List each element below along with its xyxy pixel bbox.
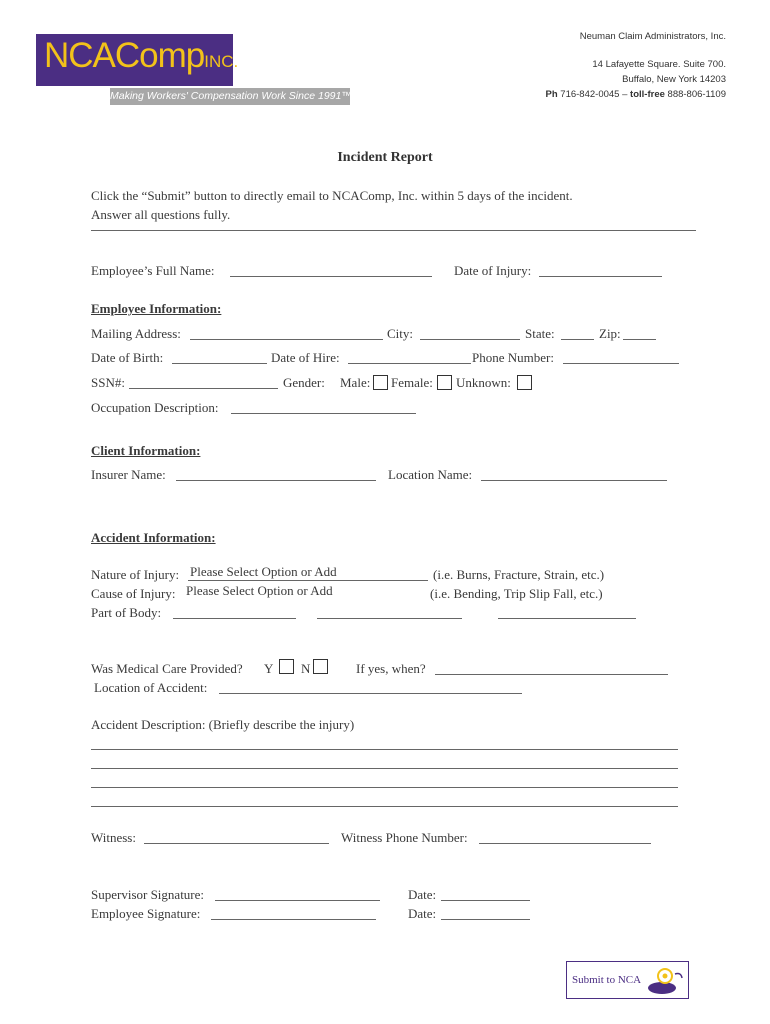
employee-date-field[interactable] <box>441 919 530 920</box>
phone-label: Ph <box>545 89 558 100</box>
icon-at-dot <box>663 974 668 979</box>
accident-description-line-3[interactable] <box>91 787 678 788</box>
medical-care-label: Was Medical Care Provided? <box>91 661 243 676</box>
unknown-label: Unknown: <box>456 375 511 390</box>
zip-field[interactable] <box>623 339 656 340</box>
mailing-address-field[interactable] <box>190 339 383 340</box>
submit-button-label: Submit to NCA <box>572 974 642 986</box>
date-of-injury-field[interactable] <box>539 276 662 277</box>
supervisor-signature-label: Supervisor Signature: <box>91 887 205 902</box>
ssn-label: SSN#: <box>91 375 125 390</box>
phone-line <box>546 89 726 100</box>
female-checkbox[interactable] <box>437 375 452 390</box>
supervisor-date-field[interactable] <box>441 900 530 901</box>
employee-full-name-label: Employee’s Full Name: <box>91 263 215 278</box>
medical-care-no-checkbox[interactable] <box>313 659 328 674</box>
cause-of-injury-hint: (i.e. Bending, Trip Slip Fall, etc.) <box>430 586 603 601</box>
medical-care-yes-label: Y <box>264 661 274 676</box>
nature-of-injury-select[interactable]: Please Select Option or Add <box>190 564 337 579</box>
date-of-hire-label: Date of Hire: <box>271 350 340 365</box>
divider <box>91 230 696 231</box>
ssn-field[interactable] <box>129 388 278 389</box>
part-of-body-label: Part of Body: <box>91 605 162 620</box>
state-field[interactable] <box>561 339 594 340</box>
accident-description-line-4[interactable] <box>91 806 678 807</box>
nature-of-injury-underline <box>188 580 428 581</box>
separator: – <box>622 89 628 100</box>
company-logo <box>44 36 238 76</box>
client-info-heading: Client Information: <box>91 443 201 458</box>
zip-label: Zip: <box>599 326 621 341</box>
male-label: Male: <box>340 375 371 390</box>
tagline: Making Workers' Compensation Work Since 1991™ <box>110 90 352 102</box>
state-label: State: <box>525 326 555 341</box>
address-line-1: 14 Lafayette Square. Suite 700. <box>592 59 726 70</box>
insurer-name-field[interactable] <box>176 480 376 481</box>
address-line-2: Buffalo, New York 14203 <box>622 74 726 85</box>
witness-field[interactable] <box>144 843 329 844</box>
cause-of-injury-label: Cause of Injury: <box>91 586 176 601</box>
date-of-injury-label: Date of Injury: <box>454 263 532 278</box>
male-checkbox[interactable] <box>373 375 388 390</box>
witness-phone-label: Witness Phone Number: <box>341 830 468 845</box>
medical-care-no-label: N <box>301 661 311 676</box>
logo-suffix-text: INC. <box>204 52 239 71</box>
nature-of-injury-hint: (i.e. Burns, Fracture, Strain, etc.) <box>433 567 605 582</box>
city-field[interactable] <box>420 339 520 340</box>
supervisor-date-label: Date: <box>408 887 437 902</box>
part-of-body-field-2[interactable] <box>317 618 462 619</box>
cause-of-injury-select[interactable]: Please Select Option or Add <box>186 583 333 598</box>
icon-base <box>648 982 676 994</box>
female-label: Female: <box>391 375 433 390</box>
tollfree-number: 888-806-1109 <box>667 89 726 100</box>
employee-signature-field[interactable] <box>211 919 376 920</box>
phone-number-field[interactable] <box>563 363 679 364</box>
location-name-label: Location Name: <box>388 467 473 482</box>
occupation-field[interactable] <box>231 413 416 414</box>
occupation-label: Occupation Description: <box>91 400 219 415</box>
part-of-body-field-3[interactable] <box>498 618 636 619</box>
witness-label: Witness: <box>91 830 136 845</box>
company-name: Neuman Claim Administrators, Inc. <box>579 31 726 42</box>
employee-info-heading: Employee Information: <box>91 301 222 316</box>
accident-description-line-2[interactable] <box>91 768 678 769</box>
location-name-field[interactable] <box>481 480 667 481</box>
witness-phone-field[interactable] <box>479 843 651 844</box>
insurer-name-label: Insurer Name: <box>91 467 166 482</box>
unknown-checkbox[interactable] <box>517 375 532 390</box>
intro-line-2: Answer all questions fully. <box>91 207 231 222</box>
dob-label: Date of Birth: <box>91 350 164 365</box>
nature-of-injury-label: Nature of Injury: <box>91 567 180 582</box>
logo-main-text: NCAComp <box>44 36 205 75</box>
dob-field[interactable] <box>172 363 267 364</box>
location-of-accident-label: Location of Accident: <box>94 680 208 695</box>
tollfree-label: toll-free <box>630 89 665 100</box>
employee-date-label: Date: <box>408 906 437 921</box>
date-of-hire-field[interactable] <box>348 363 471 364</box>
employee-full-name-field[interactable] <box>230 276 432 277</box>
medical-care-yes-checkbox[interactable] <box>279 659 294 674</box>
mailing-address-label: Mailing Address: <box>91 326 181 341</box>
phone-number-label: Phone Number: <box>472 350 554 365</box>
accident-description-line-1[interactable] <box>91 749 678 750</box>
if-yes-when-field[interactable] <box>435 674 668 675</box>
if-yes-when-label: If yes, when? <box>356 661 426 676</box>
form-title: Incident Report <box>337 150 433 165</box>
intro-line-1: Click the “Submit” button to directly email to NCAComp, Inc. within 5 days of the incident. <box>91 188 573 203</box>
employee-signature-label: Employee Signature: <box>91 906 201 921</box>
email-at-icon <box>645 966 685 996</box>
city-label: City: <box>387 326 414 341</box>
location-of-accident-field[interactable] <box>219 693 522 694</box>
icon-swoosh <box>675 974 682 979</box>
gender-label: Gender: <box>283 375 325 390</box>
accident-info-heading: Accident Information: <box>91 530 216 545</box>
accident-description-label: Accident Description: (Briefly describe the injury) <box>91 717 355 732</box>
supervisor-signature-field[interactable] <box>215 900 380 901</box>
phone-number: 716-842-0045 <box>560 89 620 100</box>
part-of-body-field-1[interactable] <box>173 618 296 619</box>
